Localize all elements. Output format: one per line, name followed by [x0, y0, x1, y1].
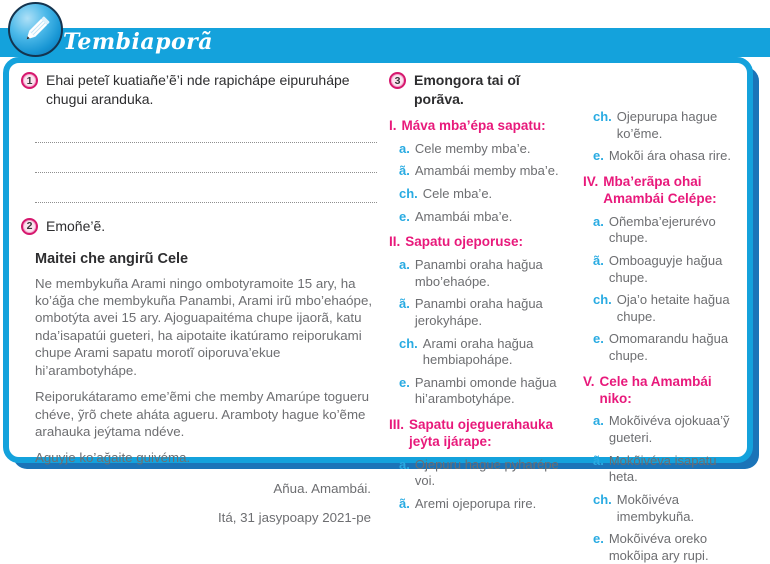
option-text: Mokõivéva imembykuña.	[616, 491, 695, 524]
option-letter: a.	[593, 413, 604, 429]
section-title-1	[389, 118, 571, 135]
letter-greeting: Maitei che angirũ Cele	[35, 250, 189, 267]
option[interactable]	[399, 496, 571, 513]
section-numeral: IV.	[583, 173, 599, 189]
option-letter: e.	[593, 148, 604, 164]
option-letter: ch.	[399, 335, 418, 351]
option[interactable]	[593, 109, 731, 142]
option-letter: e.	[399, 374, 410, 390]
section-numeral: V.	[583, 373, 595, 389]
option[interactable]	[593, 148, 731, 165]
exercise-2-instruction: Emoñe’ẽ.	[46, 217, 106, 234]
column-left	[21, 71, 377, 525]
section-label: Sapatu ojeporuse:	[405, 234, 524, 250]
letter-paragraph: Aguyje ko’ağaite guivéma.	[35, 450, 191, 466]
option-letter: a.	[399, 456, 410, 472]
option[interactable]	[399, 375, 571, 408]
column-middle	[389, 71, 571, 512]
option-letter: a.	[593, 213, 604, 229]
exercise-2	[21, 217, 377, 236]
option-text: Omomarandu hağua chupe.	[608, 331, 729, 363]
option-text: Ojepurupa hague ko’ẽme.	[616, 109, 718, 141]
option-text: Amambái memby mba’e.	[414, 163, 559, 179]
option-letter: a.	[399, 257, 410, 273]
option-letter: e.	[399, 208, 410, 224]
exercise-1	[21, 71, 377, 109]
section-title-3	[389, 417, 571, 451]
option-letter: ch.	[593, 292, 612, 308]
column-right	[583, 71, 731, 563]
option[interactable]	[593, 253, 731, 286]
option[interactable]	[399, 186, 571, 203]
option[interactable]	[593, 214, 731, 247]
pencil-icon	[18, 12, 54, 48]
section-label: Mba’erãpa ohai Amambái Celépe:	[603, 173, 717, 206]
exercise-3-instruction: Emongora tai oĩ porãva.	[414, 72, 520, 107]
option-text: Mokõi ára ohasa rire.	[608, 148, 731, 164]
option-text: Mokõivéva oreko mokõipa ary rupi.	[608, 531, 709, 563]
option-text: Oja’o hetaite hağua chupe.	[616, 292, 730, 324]
option[interactable]	[399, 457, 571, 490]
option-letter: ch.	[593, 109, 612, 124]
option-text: Aremi ojeporupa rire.	[414, 496, 537, 512]
option-text: Ojepuru hague pyharépe voi.	[414, 456, 559, 489]
section-label: Máva mba’épa sapatu:	[401, 117, 546, 133]
option-text: Panambi oraha hağua mbo’ehaópe.	[414, 257, 543, 289]
letter-text	[35, 251, 375, 525]
option[interactable]	[399, 257, 571, 290]
option-text: Mokõivéva isapatu heta.	[608, 452, 717, 485]
exercise-2-number-badge: 2	[21, 218, 38, 235]
option-text: Panambi omonde hağua hi’arambotyhápe.	[414, 374, 557, 407]
option-text: Oñemba’ejerurévo chupe.	[608, 213, 716, 246]
letter-paragraph: Ne membykuña Arami ningo ombotyramoite 15 ary, ha ko’áğa che membykuña Panambi, Arami irũ mbo’ehaópe, ombotýta avei 15 ary. Ajoguapaitéma chupe ijaorã, katu nda’isapatúi gueteri, ha aipotaite ikatúramo reiporukami chupe Arami sapatu morotĩ oiporuva’ekue hi’arambotyhápe.	[35, 275, 373, 378]
option-letter: ã.	[593, 252, 604, 268]
answer-lines	[35, 113, 377, 203]
option-letter: ch.	[399, 185, 418, 201]
option-letter: ã.	[399, 163, 410, 179]
option[interactable]	[593, 453, 731, 486]
letter-date-place: Itá, 31 jasypoapy 2021-pe	[217, 509, 371, 525]
option-letter: e.	[593, 331, 604, 347]
option[interactable]	[399, 296, 571, 329]
exercise-1-instruction: Ehai peteĩ kuatiañe’ẽ’i nde rapichápe eipuruhápe chugui aranduka.	[46, 72, 350, 107]
option[interactable]	[399, 336, 571, 369]
exercise-3-number-badge: 3	[389, 72, 406, 89]
section-title-4	[583, 174, 731, 208]
exercise-3	[389, 71, 571, 109]
option-text: Mokõivéva ojokuaa’ỹ gueteri.	[608, 413, 730, 445]
page-title: Tembiaporã	[63, 29, 214, 55]
option-letter: ã.	[399, 296, 410, 312]
worksheet-card	[3, 57, 753, 563]
option[interactable]	[399, 163, 571, 180]
exercise-1-number-badge: 1	[21, 72, 38, 89]
section-title-5	[583, 374, 731, 408]
letter-paragraph: Reiporukátaramo eme’ẽmi che memby Amarúpe togueru chéve, ỹrõ chete aháta agueru. Aramboty hague ko’ẽme arahauka jeýtama ndéve.	[35, 389, 370, 439]
option-text: Omboaguyje hağua chupe.	[608, 252, 723, 285]
option-text: Amambái mba’e.	[414, 208, 513, 224]
section-numeral: I.	[389, 117, 397, 133]
option[interactable]	[593, 492, 731, 525]
section-numeral: III.	[389, 417, 405, 433]
section-numeral: II.	[389, 234, 401, 250]
option-text: Panambi oraha hağua jerokyhápe.	[414, 296, 543, 328]
section-label: Sapatu ojeguerahauka jeýta ijárape:	[409, 417, 554, 449]
answer-line[interactable]	[35, 143, 377, 173]
answer-line[interactable]	[35, 113, 377, 143]
header-band	[0, 28, 770, 57]
option-letter: ch.	[593, 491, 612, 507]
option-letter: ã.	[399, 496, 410, 512]
option[interactable]	[399, 141, 571, 158]
answer-line[interactable]	[35, 173, 377, 203]
option[interactable]	[399, 209, 571, 226]
option-text: Cele mba’e.	[422, 185, 493, 201]
option[interactable]	[593, 531, 731, 564]
option-letter: e.	[593, 531, 604, 547]
option[interactable]	[593, 413, 731, 446]
letter-signature: Añua. Amambái.	[273, 480, 371, 496]
option-text: Cele memby mba’e.	[414, 140, 531, 156]
option-letter: a.	[399, 140, 410, 156]
option[interactable]	[593, 331, 731, 364]
option-letter: ã.	[593, 452, 604, 468]
pencil-badge	[8, 2, 63, 57]
option-text: Arami oraha hağua hembiapohápe.	[422, 335, 534, 368]
section-title-2	[389, 234, 571, 251]
section-label: Cele ha Amambái niko:	[599, 373, 712, 406]
option[interactable]	[593, 292, 731, 325]
